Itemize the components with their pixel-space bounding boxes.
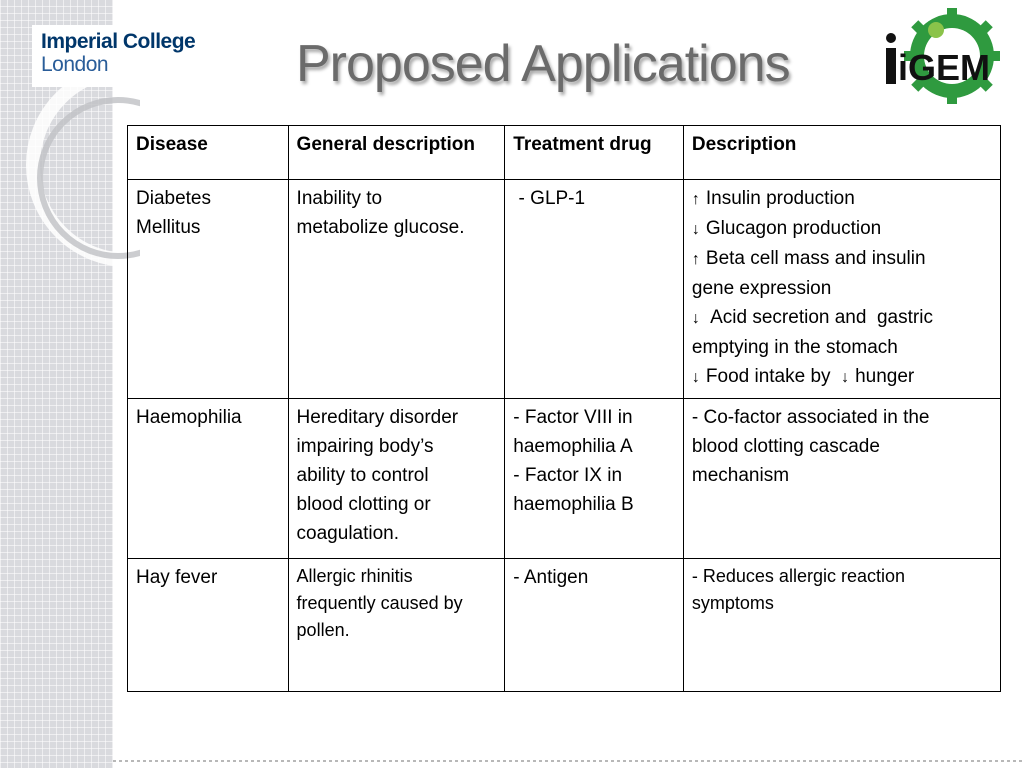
cell-line: - Co-factor associated in the — [691, 407, 930, 428]
general-description-cell — [288, 180, 505, 399]
cell-line: - GLP-1 — [513, 188, 586, 209]
cell-line: Allergic rhinitis — [296, 566, 413, 586]
cell-line: Haemophilia — [136, 407, 242, 428]
line-text: Insulin production — [705, 188, 855, 209]
cell-line: - Factor IX in — [513, 465, 623, 486]
header-description: Description — [683, 126, 1000, 180]
line-text: Glucagon production — [705, 218, 882, 239]
cell-line: metabolize glucose. — [296, 217, 465, 238]
general-description-cell — [288, 399, 505, 559]
cell-line: blood clotting or — [296, 494, 431, 515]
slide-title: Proposed Applications — [296, 35, 790, 93]
cell-line: frequently caused by — [296, 593, 463, 613]
cell-line — [692, 362, 993, 392]
down-arrow-icon: ↓ — [841, 369, 850, 386]
header-general-description: General description — [288, 126, 505, 180]
cell-line: haemophilia A — [513, 436, 633, 457]
table-row — [128, 180, 1001, 399]
description-cell — [683, 399, 1000, 559]
cell-line: Hereditary disorder — [296, 407, 459, 428]
cell-line: ability to control — [296, 465, 429, 486]
up-arrow-icon: ↑ — [691, 191, 700, 208]
down-arrow-icon: ↓ — [691, 310, 700, 327]
applications-table — [127, 125, 1001, 692]
cell-line — [692, 244, 993, 274]
table-header-row — [128, 126, 1001, 180]
description-cell — [683, 180, 1000, 399]
igem-text: iGEM — [898, 47, 991, 88]
cell-line: Hay fever — [136, 567, 218, 588]
line-text: Food intake by — [705, 366, 831, 387]
general-description-cell — [288, 559, 505, 692]
disease-cell — [128, 559, 289, 692]
cell-line: Mellitus — [136, 217, 201, 238]
line-text: Beta cell mass and insulin — [705, 248, 926, 269]
treatment-drug-cell — [505, 559, 684, 692]
cell-line: impairing body’s — [296, 436, 434, 457]
cell-line: Diabetes — [136, 188, 211, 209]
line-text: hunger — [855, 366, 915, 387]
cell-line — [692, 303, 993, 333]
decorative-bottom-line — [113, 760, 1024, 762]
line-text: Acid secretion and gastric — [705, 307, 933, 328]
table-row — [128, 559, 1001, 692]
down-arrow-icon: ↓ — [691, 221, 700, 238]
down-arrow-icon: ↓ — [691, 369, 700, 386]
cell-line: Inability to — [296, 188, 383, 209]
description-cell — [683, 559, 1000, 692]
disease-cell — [128, 399, 289, 559]
cell-line: gene expression — [691, 278, 832, 299]
logo-line-2: London — [41, 53, 109, 76]
imperial-college-logo — [32, 25, 200, 87]
header-treatment-drug: Treatment drug — [505, 126, 684, 180]
header-disease: Disease — [128, 126, 289, 180]
logo-line-1: Imperial College — [41, 30, 196, 53]
cell-line: - Antigen — [513, 567, 589, 588]
cell-line: - Factor VIII in — [513, 407, 633, 428]
cell-line — [692, 214, 993, 244]
cell-line: mechanism — [691, 465, 790, 486]
cell-line: pollen. — [296, 620, 350, 640]
cell-line: blood clotting cascade — [691, 436, 880, 457]
up-arrow-icon: ↑ — [691, 251, 700, 268]
cell-line: symptoms — [691, 593, 774, 613]
cell-line: emptying in the stomach — [691, 337, 898, 358]
treatment-drug-cell — [505, 399, 684, 559]
cell-line: haemophilia B — [513, 494, 634, 515]
table-row — [128, 399, 1001, 559]
cell-line — [692, 184, 993, 214]
igem-logo — [884, 8, 1014, 104]
treatment-drug-cell — [505, 180, 684, 399]
cell-line: - Reduces allergic reaction — [691, 566, 905, 586]
cell-line: coagulation. — [296, 523, 400, 544]
disease-cell — [128, 180, 289, 399]
